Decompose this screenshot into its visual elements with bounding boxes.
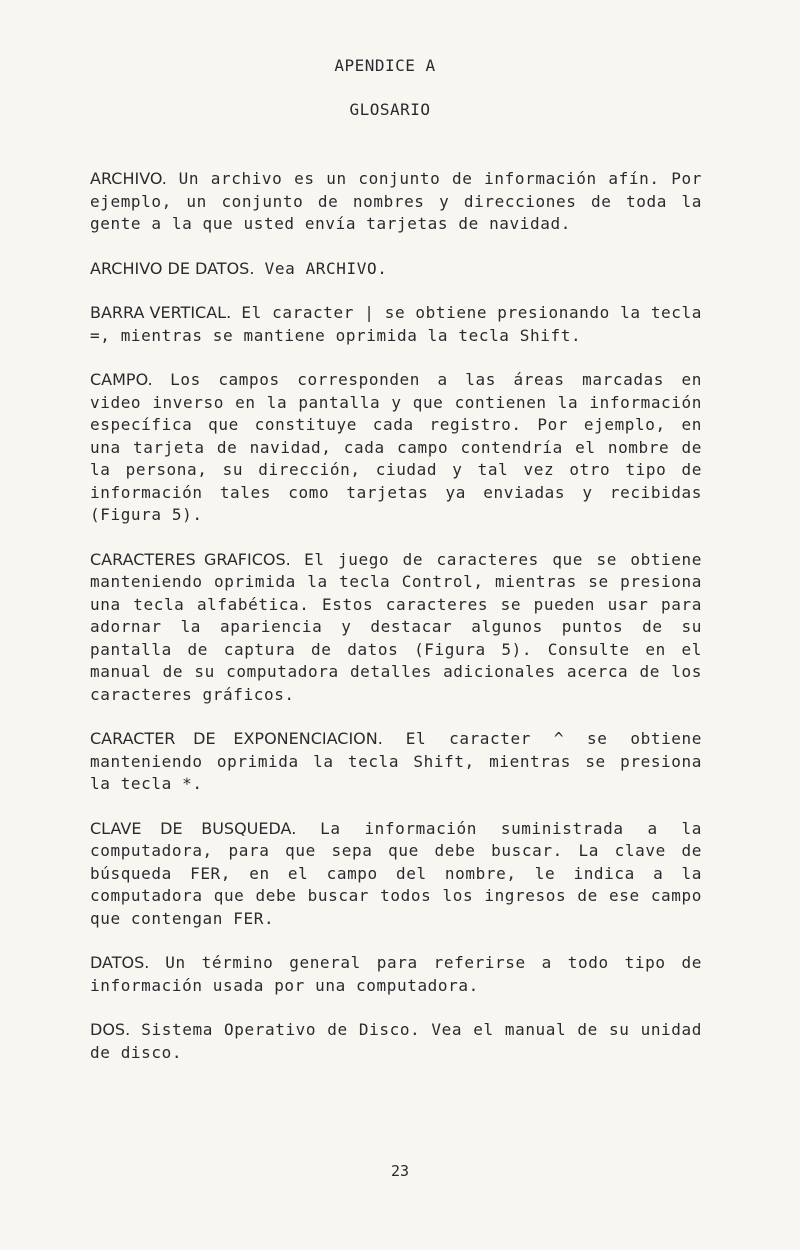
entry-definition: El caracter | se obtiene presionando la tecla =, mientras se mantiene oprimida la tecla Shift. <box>90 303 702 345</box>
glossary-entry <box>90 818 702 931</box>
entry-term: CLAVE DE BUSQUEDA. <box>90 818 297 838</box>
glossary-entry <box>90 952 702 997</box>
glossary-entry <box>90 728 702 796</box>
entry-definition: Un archivo es un conjunto de información afín. Por ejemplo, un conjunto de nombres y direcciones de toda la gente a la que usted envía tarjetas de navidad. <box>90 169 702 233</box>
entry-definition: El juego de caracteres que se obtiene manteniendo oprimida la tecla Control, mientras se presiona una tecla alfabética. Estos caracteres se pueden usar para adornar la apariencia y destacar algunos puntos de su pantalla de captura de datos (Figura 5). Consulte en el manual de su computadora detalles adicionales acerca de los caracteres gráficos. <box>90 549 702 704</box>
entry-term: BARRA VERTICAL. <box>90 303 232 322</box>
entry-definition: La información suministrada a la computadora, para que sepa que debe buscar. La clave de búsqueda FER, en el campo del nombre, le indica a la computadora que debe buscar todos los ingresos de ese campo que contengan FER. <box>90 818 703 928</box>
entry-term: CARACTERES GRAFICOS. <box>90 549 291 569</box>
entry-term: DOS. <box>90 1020 131 1039</box>
entry-term: ARCHIVO. <box>90 169 167 188</box>
entry-term: CAMPO. <box>90 370 153 389</box>
glossary-entry <box>90 302 702 347</box>
entry-definition: Sistema Operativo de Disco. Vea el manual de su unidad de disco. <box>90 1020 702 1062</box>
glossary-entry <box>90 1019 702 1064</box>
entry-definition: El caracter ^ se obtiene manteniendo oprimida la tecla Shift, mientras se presiona la tecla *. <box>90 729 702 793</box>
glossary-entry <box>90 549 702 707</box>
glossary-entry <box>90 168 702 236</box>
entry-definition: Un término general para referirse a todo tipo de información usada por una computadora. <box>90 953 702 995</box>
glossary-entry <box>90 258 702 281</box>
glossary-entries <box>90 168 702 1086</box>
entry-term: DATOS. <box>90 953 150 972</box>
glossary-heading: GLOSARIO <box>349 100 431 119</box>
page-number: 23 <box>390 1162 410 1180</box>
appendix-title: APENDICE A <box>334 56 436 75</box>
entry-definition: Vea ARCHIVO. <box>254 258 388 278</box>
entry-term: ARCHIVO DE DATOS. <box>90 258 255 278</box>
entry-term: CARACTER DE EXPONENCIACION. <box>90 729 383 748</box>
glossary-entry <box>90 369 702 527</box>
entry-definition: Los campos corresponden a las áreas marcadas en video inverso en la pantalla y que contienen la información específica que constituye cada registro. Por ejemplo, en una tarjeta de navidad, cada campo contendría el nombre de la persona, su dirección, ciudad y tal vez otro tipo de información tales como tarjetas ya enviadas y recibidas (Figura 5). <box>90 370 702 524</box>
